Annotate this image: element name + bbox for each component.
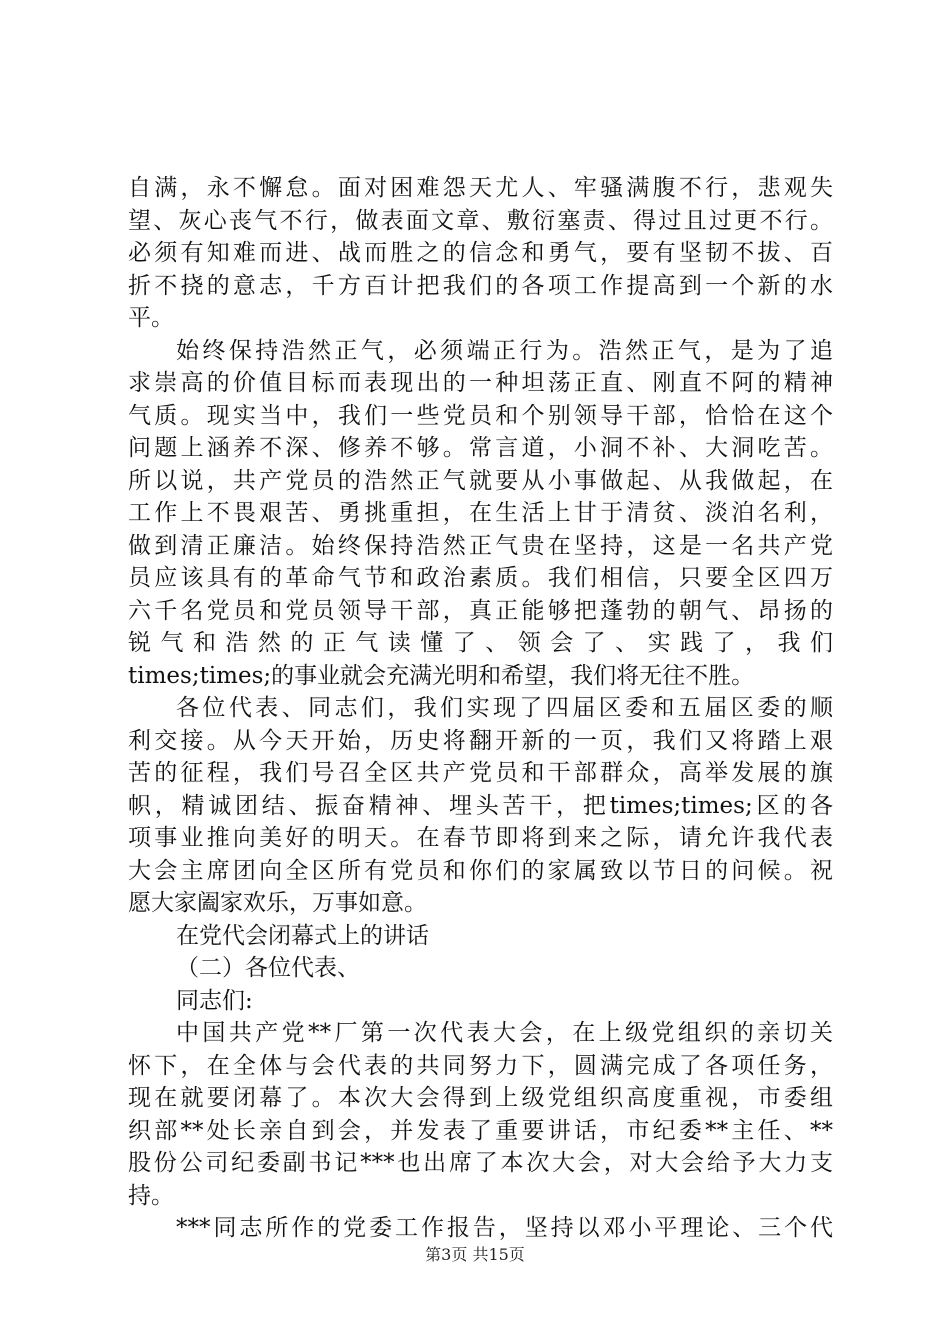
text-line: 所以说，共产党员的浩然正气就要从小事做起、从我做起，在 [128,467,833,494]
text-line: 愿大家阖家欢乐，万事如意。 [128,890,427,916]
text-line: 锐气和浩然的正气读懂了、领会了、实践了，我们 [128,630,833,656]
text-line: 各位代表、同志们，我们实现了四届区委和五届区委的顺 [176,695,833,721]
text-line: （二）各位代表、 [176,955,360,981]
text-line: 气质。现实当中，我们一些党员和个别领导干部，恰恰在这个 [128,402,833,429]
text-line: 大会主席团向全区所有党员和你们的家属致以节日的问候。祝 [128,857,833,884]
text-line: 望、灰心丧气不行，做表面文章、敷衍塞责、得过且过更不行。 [128,207,833,234]
text-line: 项事业推向美好的明天。在春节即将到来之际，请允许我代表 [128,825,833,851]
text-line: 员应该具有的革命气节和政治素质。我们相信，只要全区四万 [128,565,833,591]
text-line: 工作上不畏艰苦、勇挑重担，在生活上甘于清贫、淡泊名利， [128,500,833,526]
text-line: 求崇高的价值目标而表现出的一种坦荡正直、刚直不阿的精神 [128,370,833,396]
text-line: 折不挠的意志，千方百计把我们的各项工作提高到一个新的水 [128,272,833,299]
text-line: 怀下，在全体与会代表的共同努力下，圆满完成了各项任务， [128,1052,833,1079]
text-line: 苦的征程，我们号召全区共产党员和干部群众，高举发展的旗 [128,760,833,786]
text-line: 自满，永不懈怠。面对困难怨天尤人、牢骚满腹不行，悲观失 [128,175,833,201]
document-body [128,172,833,1245]
text-line: 股份公司纪委副书记***也出席了本次大会，对大会给予大力支 [128,1150,833,1176]
text-line: 做到清正廉洁。始终保持浩然正气贵在坚持，这是一名共产党 [128,532,833,559]
text-line: 织部**处长亲自到会，并发表了重要讲话，市纪委**主任、** [128,1117,833,1144]
text-line: 现在就要闭幕了。本次大会得到上级党组织高度重视，市委组 [128,1085,833,1111]
text-line: 始终保持浩然正气，必须端正行为。浩然正气，是为了追 [176,337,833,364]
text-line: 平。 [128,305,174,331]
text-line: 中国共产党**厂第一次代表大会，在上级党组织的亲切关 [176,1020,833,1046]
text-line: 帜，精诚团结、振奋精神、埋头苦干，把times;times;区的各 [128,792,833,819]
text-line: 同志们: [176,987,253,1014]
text-line: times;times;的事业就会充满光明和希望，我们将无往不胜。 [128,662,755,689]
text-line: ***同志所作的党委工作报告，坚持以邓小平理论、三个代 [176,1215,833,1241]
text-line: 问题上涵养不深、修养不够。常言道，小洞不补、大洞吃苦。 [128,435,833,461]
page-number-footer: 第3页 共15页 [425,1245,525,1264]
text-line: 必须有知难而进、战而胜之的信念和勇气，要有坚韧不拔、百 [128,240,833,266]
text-line: 持。 [128,1182,174,1209]
text-line: 在党代会闭幕式上的讲话 [176,922,429,949]
text-line: 六千名党员和党员领导干部，真正能够把蓬勃的朝气、昂扬的 [128,597,833,624]
text-line: 利交接。从今天开始，历史将翻开新的一页，我们又将踏上艰 [128,727,833,754]
